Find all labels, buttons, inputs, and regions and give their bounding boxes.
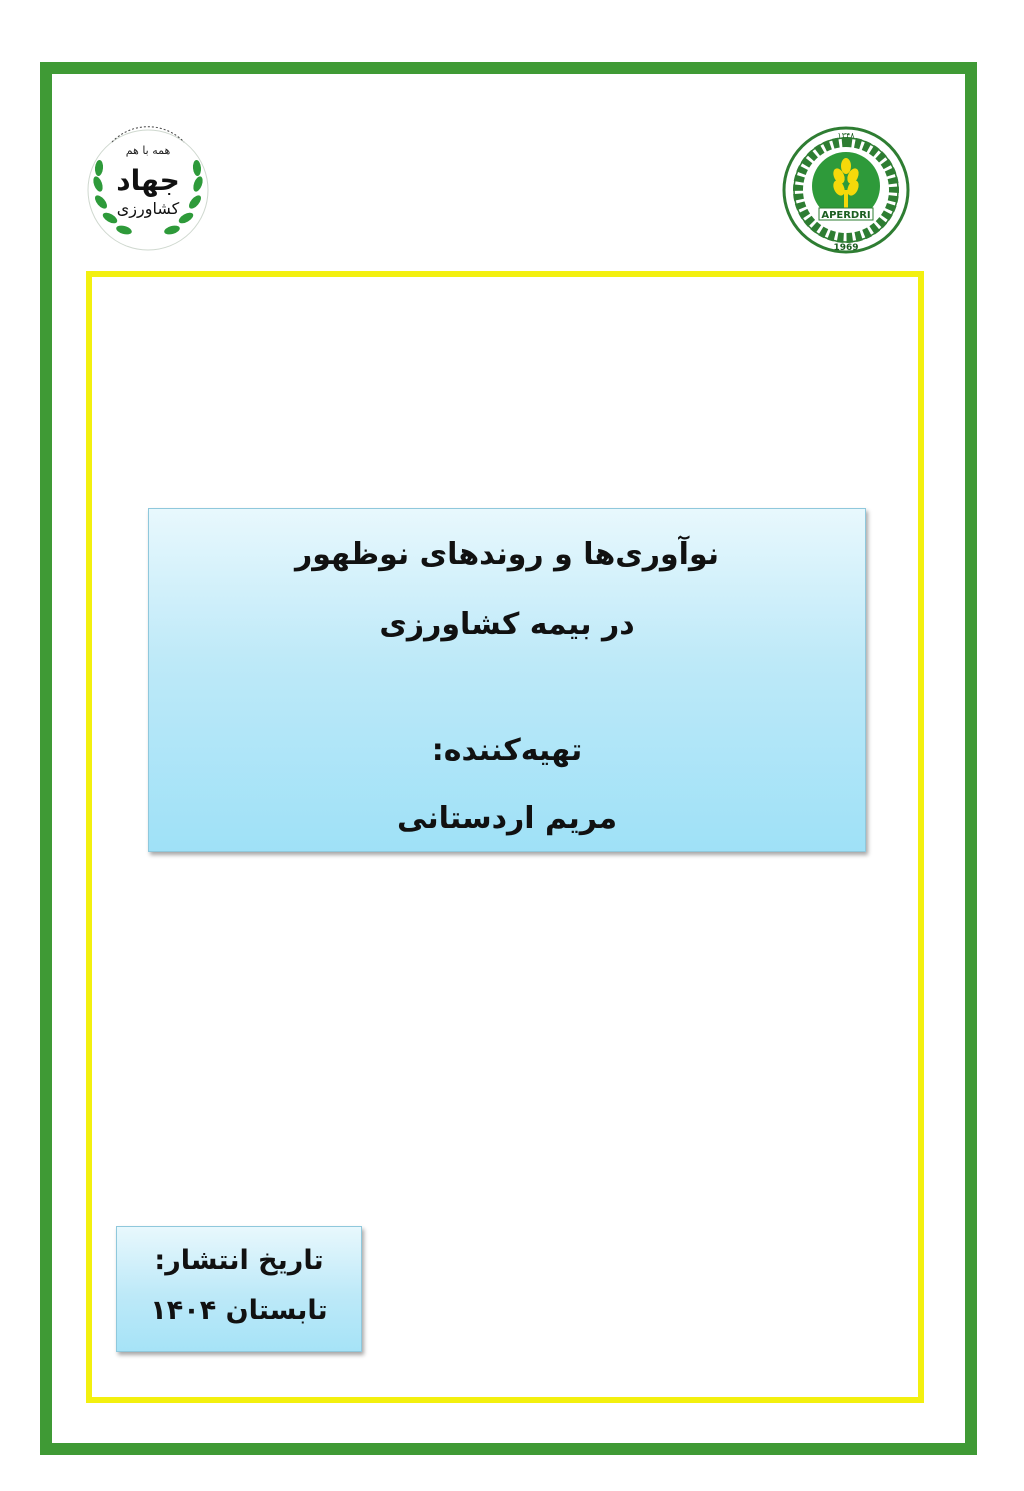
aperdri-year-text: 1969 [833, 243, 859, 253]
publication-date-label: تاریخ انتشار: [154, 1245, 324, 1276]
document-title-line-1: نوآوری‌ها و روندهای نوظهور [294, 537, 720, 572]
document-title-line-2: در بیمه کشاورزی [379, 607, 635, 642]
author-label: تهیه‌کننده: [431, 733, 583, 768]
publication-date-value: تابستان ۱۴۰۴ [150, 1295, 328, 1326]
jahad-logo-top-text: همه با هم [125, 144, 171, 157]
jahad-logo-sub-text: کشاورزی [116, 199, 180, 218]
aperdri-year-fa-text: ۱۳۴۸ [837, 131, 855, 140]
title-box [148, 508, 866, 852]
jahad-keshavarzi-logo-icon [82, 124, 214, 256]
aperdri-abbr-text: APERDRI [821, 210, 871, 221]
jahad-logo-main-text: جهاد [116, 164, 180, 197]
author-name: مریم اردستانی [396, 801, 618, 836]
aperdri-logo-icon [775, 124, 917, 256]
publication-date-box [116, 1226, 362, 1352]
